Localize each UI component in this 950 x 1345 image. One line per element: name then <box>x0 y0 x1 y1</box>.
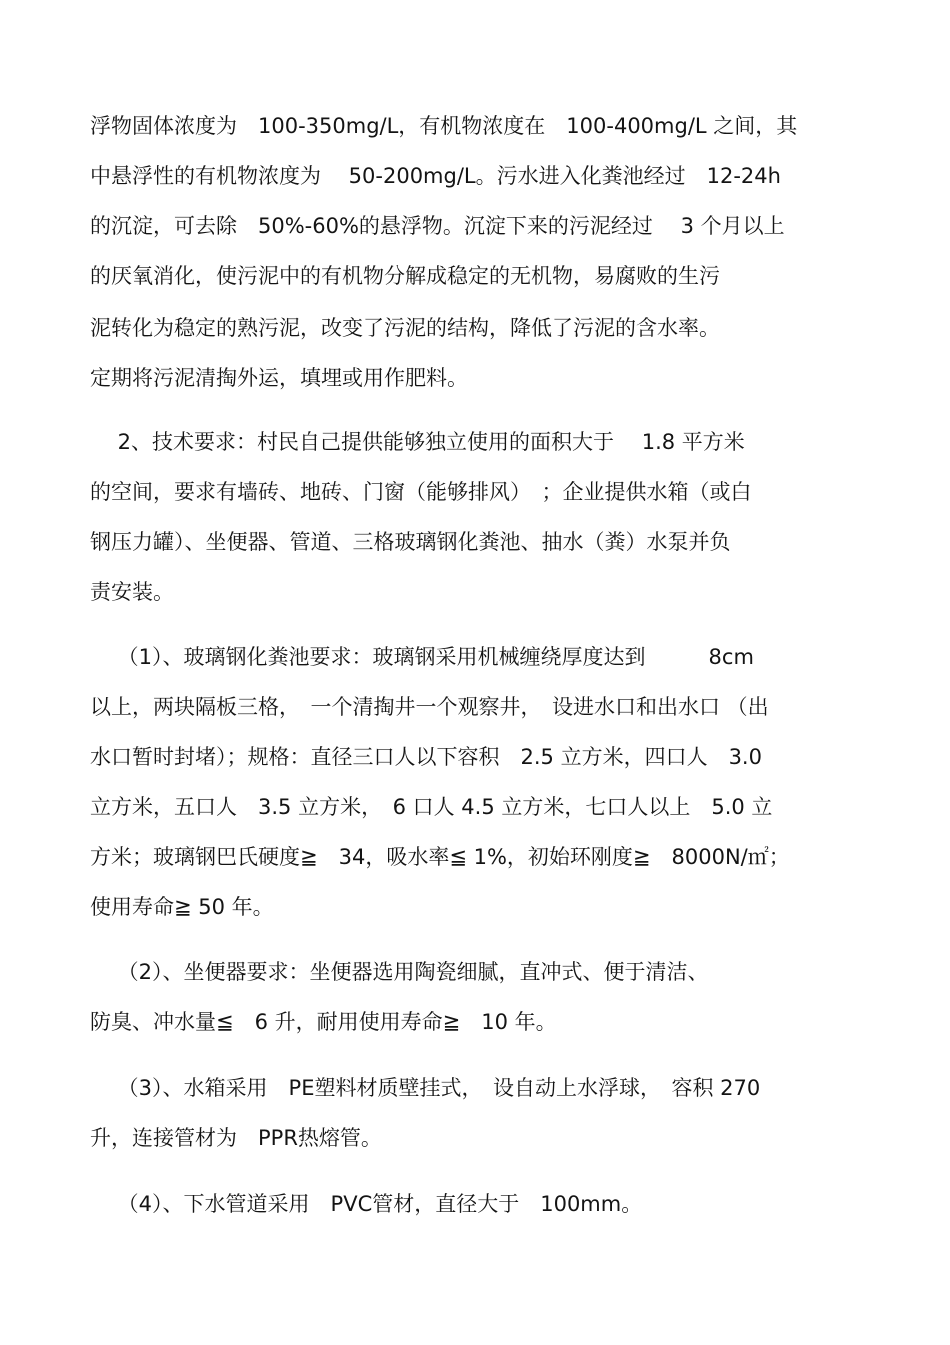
text-line: 责安装。 <box>90 580 174 604</box>
text-line: 钢压力罐）、坐便器、管道、三格玻璃钢化粪池、抽水（粪）水泵并负 <box>90 530 731 554</box>
text-line: 立方米，五口人 3.5 立方米， 6 口人 4.5 立方米，七口人以上 5.0 立 <box>90 795 773 819</box>
text-line: 2、技术要求：村民自己提供能够独立使用的面积大于 1.8 平方米 <box>90 430 745 454</box>
text-line: 方米；玻璃钢巴氏硬度≧ 34，吸水率≦ 1%，初始环刚度≧ 8000N/㎡； <box>90 845 790 869</box>
text-line: （4）、下水管道采用 PVC管材，直径大于 100mm。 <box>90 1192 643 1216</box>
text-line: 的沉淀，可去除 50%-60%的悬浮物。沉淀下来的污泥经过 3 个月以上 <box>90 214 785 238</box>
text-line: 浮物固体浓度为 100-350mg/L，有机物浓度在 100-400mg/L 之间，其 <box>90 114 798 138</box>
text-line: 中悬浮性的有机物浓度为 50-200mg/L。污水进入化粪池经过 12-24h <box>90 164 781 188</box>
text-line: 水口暂时封堵）；规格：直径三口人以下容积 2.5 立方米，四口人 3.0 <box>90 745 762 769</box>
text-line: 的厌氧消化，使污泥中的有机物分解成稳定的无机物，易腐败的生污 <box>90 264 720 288</box>
text-line: 升，连接管材为 PPR热熔管。 <box>90 1126 382 1150</box>
text-line: （2）、坐便器要求：坐便器选用陶瓷细腻，直冲式、便于清洁、 <box>90 960 709 984</box>
text-line: 以上，两块隔板三格， 一个清掏井一个观察井， 设进水口和出水口 （出 <box>90 695 769 719</box>
text-line: （3）、水箱采用 PE塑料材质壁挂式， 设自动上水浮球， 容积 270 <box>90 1076 761 1100</box>
text-line: 定期将污泥清掏外运，填埋或用作肥料。 <box>90 366 468 390</box>
text-line: （1）、玻璃钢化粪池要求：玻璃钢采用机械缠绕厚度达到 8cm <box>90 645 754 669</box>
text-line: 的空间，要求有墙砖、地砖、门窗（能够排风） ；企业提供水箱（或白 <box>90 480 752 504</box>
text-line: 泥转化为稳定的熟污泥，改变了污泥的结构，降低了污泥的含水率。 <box>90 316 720 340</box>
text-line: 防臭、冲水量≦ 6 升，耐用使用寿命≧ 10 年。 <box>90 1010 557 1034</box>
text-line: 使用寿命≧ 50 年。 <box>90 895 274 919</box>
